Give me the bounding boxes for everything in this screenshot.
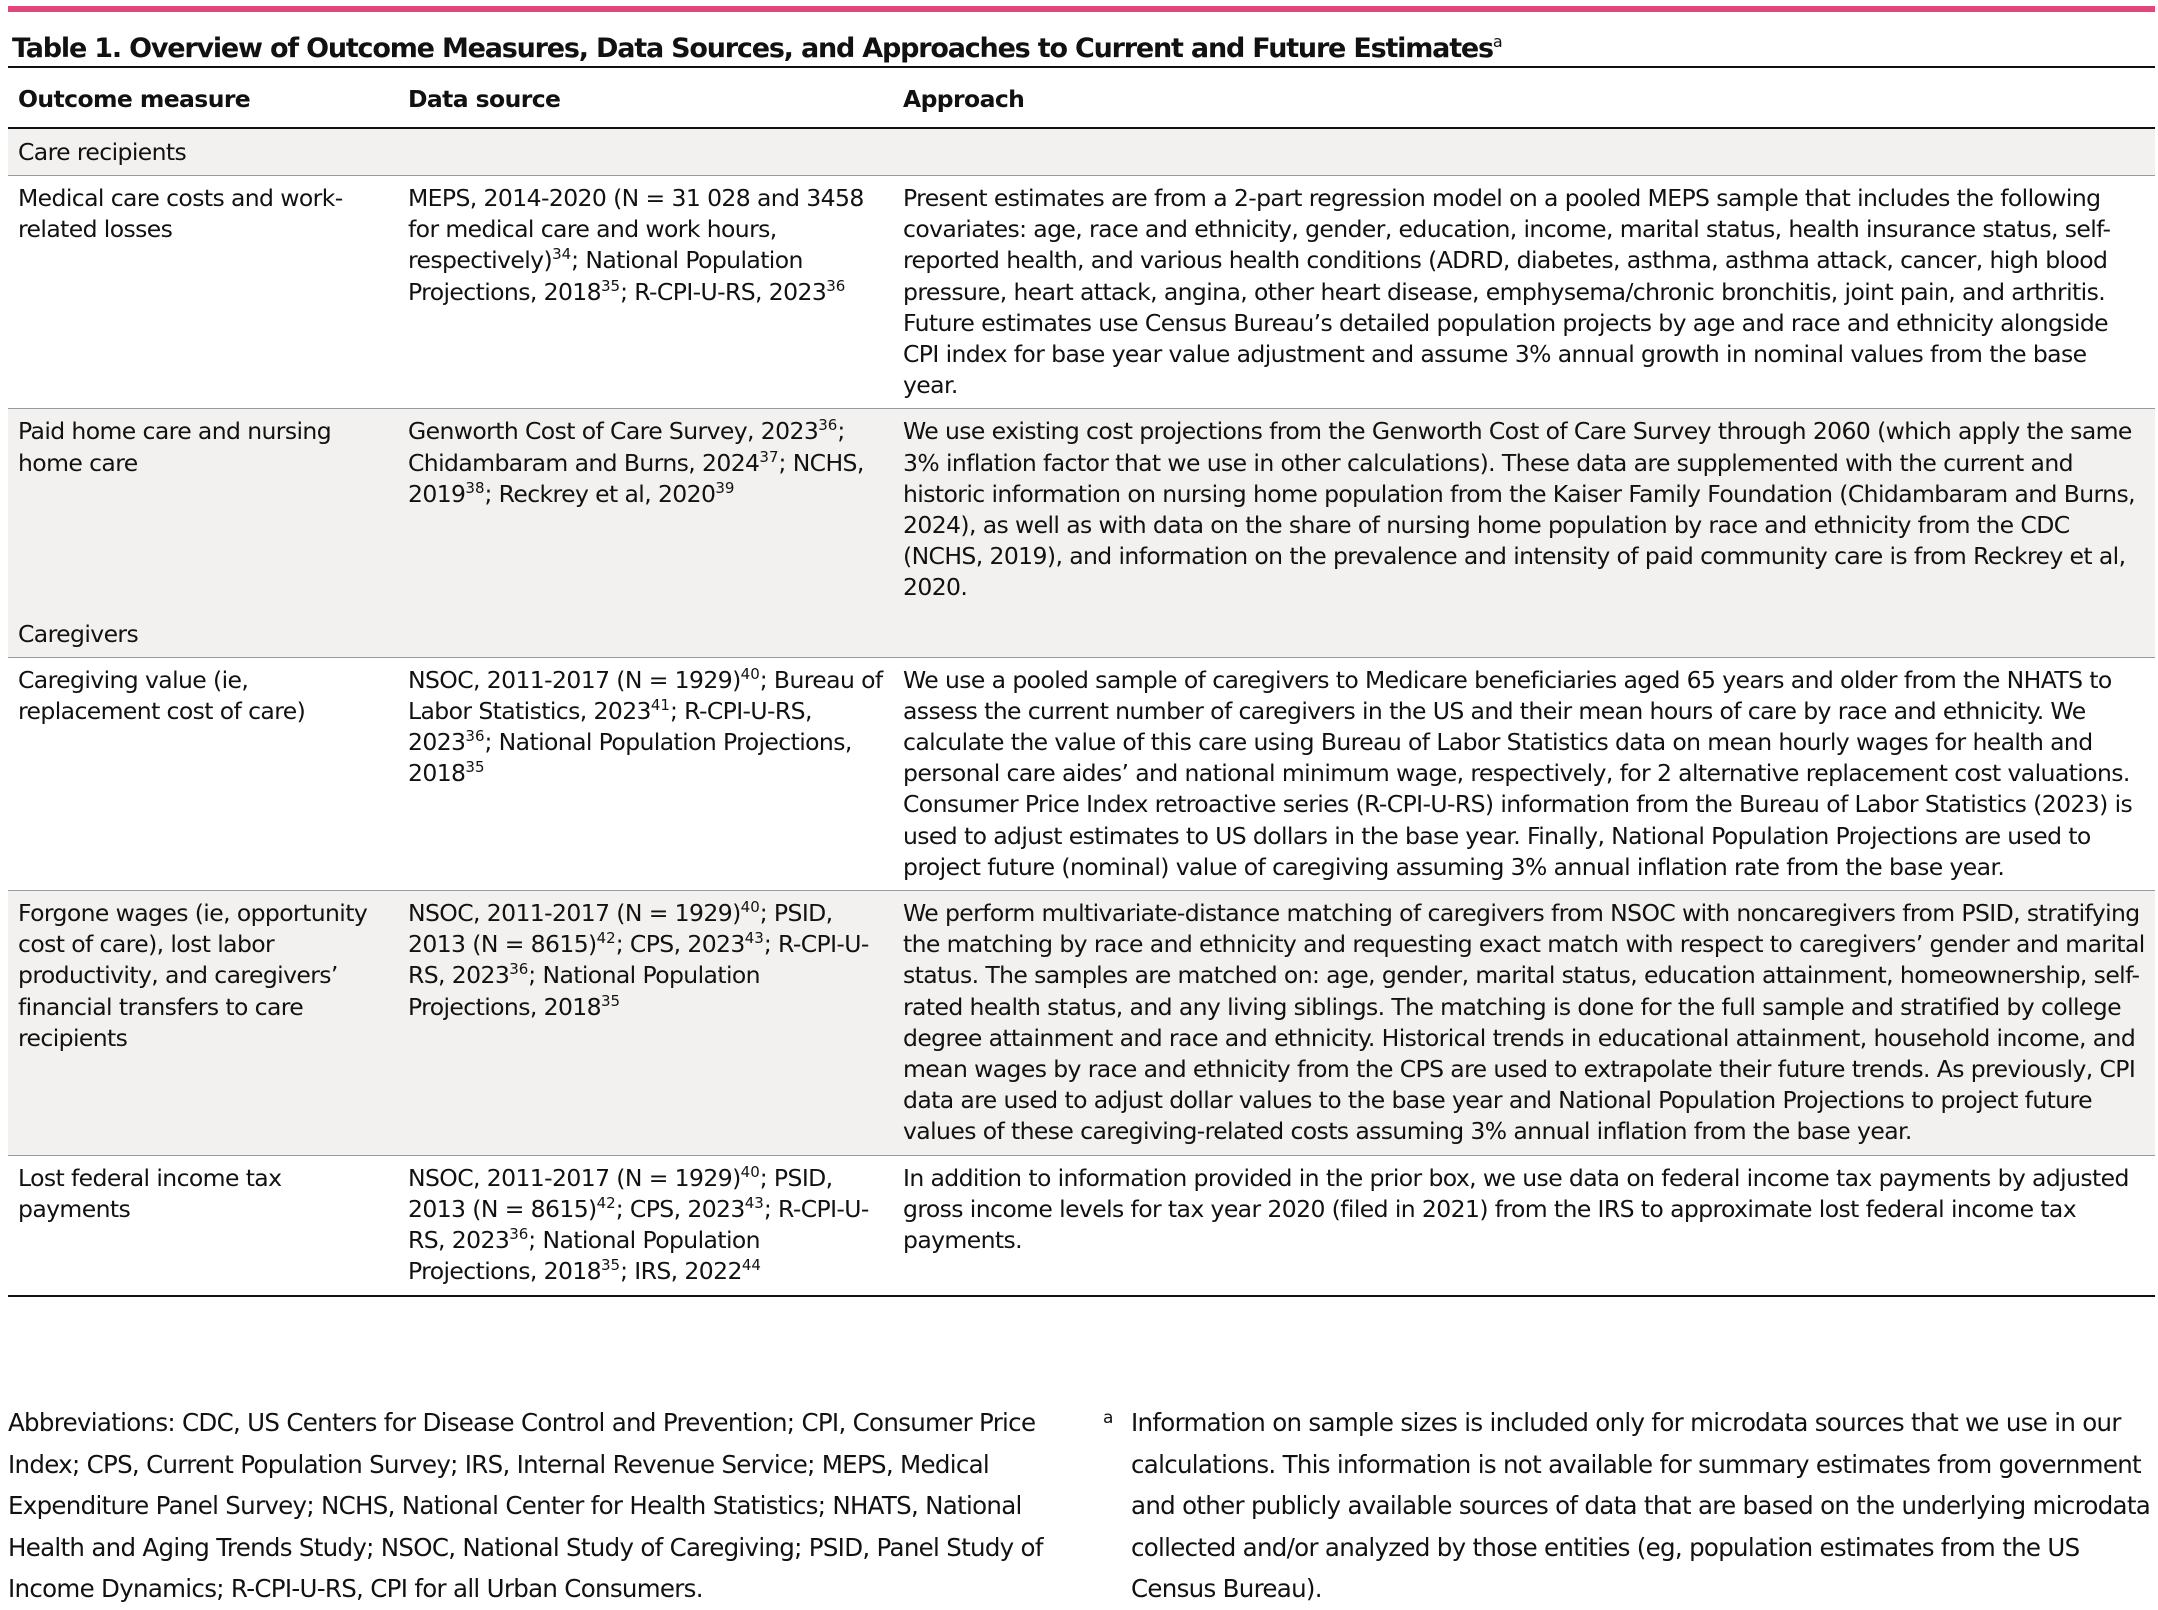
reference-superscript: 36 <box>826 276 846 295</box>
section-row-caregivers <box>8 611 2155 658</box>
footnote-mark: a <box>1103 1408 1113 1428</box>
reference-superscript: 40 <box>740 898 760 917</box>
reference-superscript: 34 <box>552 245 572 264</box>
reference-superscript: 42 <box>596 1193 616 1212</box>
table-title <box>12 24 2155 66</box>
data-source-cell: NSOC, 2011-2017 (N = 1929)$^{40}$; Bureau of Labor Statistics, 2023$^{41}$; R-CPI-U-RS, 2023$^{36}$; National Population Projections, 2018$^{35}$ <box>398 657 893 890</box>
data-source-cell: MEPS, 2014-2020 (N = 31 028 and 3458 for medical care and work hours, respectively)$^{34}$; National Population Projections, 2018$^{35}$; R-CPI-U-RS, 2023$^{36}$ <box>398 176 893 409</box>
reference-superscript: 36 <box>818 416 838 435</box>
reference-superscript: 44 <box>741 1256 761 1275</box>
reference-superscript: 43 <box>744 929 764 948</box>
approach-cell: In addition to information provided in the prior box, we use data on federal income tax payments by adjusted gross income levels for tax year 2020 (filed in 2021) from the IRS to approximate lost federal income tax payments. <box>893 1155 2155 1295</box>
outcome-measure-cell: Medical care costs and work-related losses <box>8 176 398 409</box>
approach-cell: We use existing cost projections from the Genworth Cost of Care Survey through 2060 (which apply the same 3% inflation factor that we use in other calculations). These data are supplemented with the current and historic information on nursing home population from the Kaiser Family Foundation (Chidambaram and Burns, 2024), as well as with data on the share of nursing home population by race and ethnicity from the CDC (NCHS, 2019), and information on the prevalence and intensity of paid community care is from Reckrey et al, 2020. <box>893 409 2155 611</box>
overview-table <box>8 68 2155 1297</box>
reference-superscript: 41 <box>650 695 670 714</box>
column-header-approach: Approach <box>903 84 1025 113</box>
title-footnote-mark: a <box>1492 32 1502 51</box>
reference-superscript: 39 <box>715 478 735 497</box>
reference-superscript: 35 <box>601 991 621 1010</box>
accent-rule <box>8 6 2155 12</box>
table-title-text: Table 1. Overview of Outcome Measures, Data Sources, and Approaches to Current and Future Estimates <box>12 33 1493 64</box>
reference-superscript: 40 <box>740 664 760 683</box>
column-header-source: Data source <box>408 84 561 113</box>
footnote-a <box>1103 1402 2153 1610</box>
table-header-row <box>8 68 2155 128</box>
reference-superscript: 35 <box>601 276 621 295</box>
section-label: Caregivers <box>8 611 2155 658</box>
data-source-cell: NSOC, 2011-2017 (N = 1929)$^{40}$; PSID, 2013 (N = 8615)$^{42}$; CPS, 2023$^{43}$; R-CPI-U-RS, 2023$^{36}$; National Population Projections, 2018$^{35}$ <box>398 891 893 1156</box>
reference-superscript: 43 <box>744 1193 764 1212</box>
data-source-cell: NSOC, 2011-2017 (N = 1929)$^{40}$; PSID, 2013 (N = 8615)$^{42}$; CPS, 2023$^{43}$; R-CPI-U-RS, 2023$^{36}$; National Population Projections, 2018$^{35}$; IRS, 2022$^{44}$ <box>398 1155 893 1295</box>
section-row-care-recipients <box>8 128 2155 176</box>
reference-superscript: 36 <box>509 960 529 979</box>
reference-superscript: 36 <box>465 727 485 746</box>
document-page <box>8 6 2155 1297</box>
column-header-outcome: Outcome measure <box>18 84 251 113</box>
table-row <box>8 409 2155 611</box>
reference-superscript: 36 <box>509 1225 529 1244</box>
reference-superscript: 42 <box>596 929 616 948</box>
footnote-text: Information on sample sizes is included only for microdata sources that we use in our calculations. This information is not available for summary estimates from government and other publicly available sources of data that are based on the underlying microdata collected and/or analyzed by those entities (eg, population estimates from the US Census Bureau). <box>1131 1408 2151 1603</box>
table-row <box>8 1155 2155 1295</box>
reference-superscript: 35 <box>465 758 485 777</box>
reference-superscript: 40 <box>740 1162 760 1181</box>
outcome-measure-cell: Forgone wages (ie, opportunity cost of care), lost labor productivity, and caregivers’ financial transfers to care recipients <box>8 891 398 1156</box>
table-row <box>8 657 2155 890</box>
outcome-measure-cell: Paid home care and nursing home care <box>8 409 398 611</box>
table-row <box>8 891 2155 1156</box>
approach-cell: We use a pooled sample of caregivers to Medicare beneficiaries aged 65 years and older from the NHATS to assess the current number of caregivers in the US and their mean hours of care by race and ethnicity. We calculate the value of this care using Bureau of Labor Statistics data on mean hourly wages for health and personal care aides’ and national minimum wage, respectively, for 2 alternative replacement cost valuations. Consumer Price Index retroactive series (R-CPI-U-RS) information from the Bureau of Labor Statistics (2023) is used to adjust estimates to US dollars in the base year. Finally, National Population Projections are used to project future (nominal) value of caregiving assuming 3% annual inflation rate from the base year. <box>893 657 2155 890</box>
approach-cell: We perform multivariate-distance matching of caregivers from NSOC with noncaregivers from PSID, stratifying the matching by race and ethnicity and requesting exact match with respect to caregivers’ gender and marital status. The samples are matched on: age, gender, marital status, education attainment, homeownership, self-rated health status, and any living siblings. The matching is done for the full sample and stratified by college degree attainment and race and ethnicity. Historical trends in educational attainment, household income, and mean wages by race and ethnicity from the CPS are used to extrapolate their future trends. As previously, CPI data are used to adjust dollar values to the base year and National Population Projections to project future values of these caregiving-related costs assuming 3% annual inflation from the base year. <box>893 891 2155 1156</box>
approach-cell: Present estimates are from a 2-part regression model on a pooled MEPS sample that includes the following covariates: age, race and ethnicity, gender, education, income, marital status, health insurance status, self-reported health, and various health conditions (ADRD, diabetes, asthma, asthma attack, cancer, high blood pressure, heart attack, angina, other heart disease, emphysema/chronic bronchitis, joint pain, and arthritis. Future estimates use Census Bureau’s detailed population projects by age and race and ethnicity alongside CPI index for base year value adjustment and assume 3% annual growth in nominal values from the base year. <box>893 176 2155 409</box>
reference-superscript: 37 <box>759 447 779 466</box>
outcome-measure-cell: Caregiving value (ie, replacement cost of care) <box>8 657 398 890</box>
table-row <box>8 176 2155 409</box>
abbreviations-note: Abbreviations: CDC, US Centers for Disease Control and Prevention; CPI, Consumer Price Index; CPS, Current Population Survey; IRS, Internal Revenue Service; MEPS, Medical Expenditure Panel Survey; NCHS, National Center for Health Statistics; NHATS, National Health and Aging Trends Study; NSOC, National Study of Caregiving; PSID, Panel Study of Income Dynamics; R-CPI-U-RS, CPI for all Urban Consumers. <box>8 1408 1043 1603</box>
reference-superscript: 35 <box>601 1256 621 1275</box>
data-source-cell: Genworth Cost of Care Survey, 2023$^{36}$; Chidambaram and Burns, 2024$^{37}$; NCHS, 2019$^{38}$; Reckrey et al, 2020$^{39}$ <box>398 409 893 611</box>
reference-superscript: 38 <box>465 478 485 497</box>
section-label: Care recipients <box>8 128 2155 176</box>
outcome-measure-cell: Lost federal income tax payments <box>8 1155 398 1295</box>
